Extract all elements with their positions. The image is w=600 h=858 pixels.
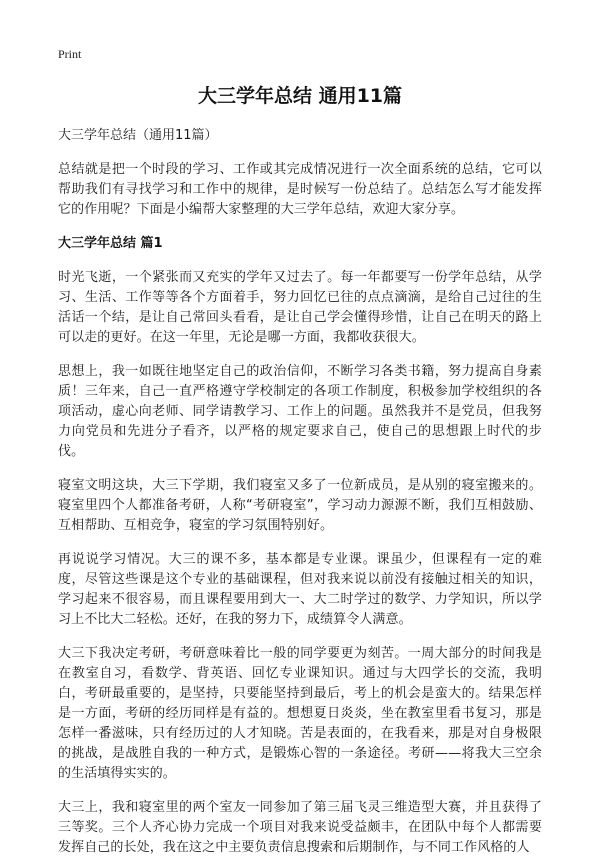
print-label: Print	[58, 47, 82, 61]
body-paragraph: 思想上，我一如既往地坚定自己的政治信仰，不断学习各类书籍，努力提高自身素质！三年来，自己一直严格遵守学校制定的各项工作制度，积极参加学校组织的各项活动，虚心向老师、同学请教学习、工作上的问题。虽然我并不是党员，但我努力向党员和先进分子看齐，以严格的规定要求自己，使自己的思想跟上时代的步伐。	[58, 364, 542, 459]
document-title: 大三学年总结 通用11篇	[197, 85, 403, 107]
intro-paragraph: 总结就是把一个时段的学习、工作或其完成情况进行一次全面系统的总结，它可以帮助我们有寻找学习和工作中的规律，是时候写一份总结了。总结怎么写才能发挥它的作用呢？下面是小编帮大家整理的大三学年总结，欢迎大家分享。	[58, 162, 542, 217]
body-paragraph: 大三上，我和寝室里的两个室友一同参加了第三届飞灵三维造型大赛，并且获得了三等奖。三个人齐心协力完成一个项目对我来说受益颇丰，在团队中每个人都需要发挥自己的长处，我在这之中主要负责信息搜索和后期制作，与不同工作风格的人	[58, 800, 542, 855]
body-paragraph: 时光飞逝，一个紧张而又充实的学年又过去了。每一年都要写一份学年总结，从学习、生活、工作等等各个方面着手，努力回忆已往的点点滴滴，是给自己过往的生活话一个结，是让自己常回头看看，是让自己学会懂得珍惜，让自己在明天的路上可以走的更好。在这一年里，无论是哪一方面，我都收获很大。	[58, 270, 542, 345]
body-paragraph: 寝室文明这块，大三下学期，我们寝室又多了一位新成员，是从别的寝室搬来的。寝室里四个人都准备考研，人称“考研寝室”，学习动力源源不断，我们互相鼓励、互相帮助、互相竞争，寝室的学习氛围特别好。	[58, 478, 542, 533]
body-paragraph: 再说说学习情况。大三的课不多，基本都是专业课。课虽少，但课程有一定的难度，尽管这些课是这个专业的基础课程，但对我来说以前没有接触过相关的知识，学习起来不很容易，而且课程要用到大一、大二时学过的数学、力学知识，所以学习上不比大二轻松。还好，在我的努力下，成绩算令人满意。	[58, 552, 542, 627]
section-heading: 大三学年总结 篇1	[58, 236, 163, 251]
body-paragraph: 大三下我决定考研，考研意味着比一般的同学要更为刻苦。一周大部分的时间我是在教室自习，看数学、背英语、回忆专业课知识。通过与大四学长的交流，我明白，考研最重要的，是坚持，只要能坚持到最后，考上的机会是蛮大的。结果怎样是一方面，考研的经历同样是有益的。想想夏日炎炎，坐在教室里看书复习，那是怎样一番滋味，只有经历过的人才知晓。苦是表面的，在我看来，那是对自身极限的挑战，是战胜自我的一种方式，是锻炼心智的一条途径。考研——将我大三空余的生活填得实实的。	[58, 646, 542, 781]
document-subtitle: 大三学年总结（通用11篇）	[58, 128, 218, 143]
